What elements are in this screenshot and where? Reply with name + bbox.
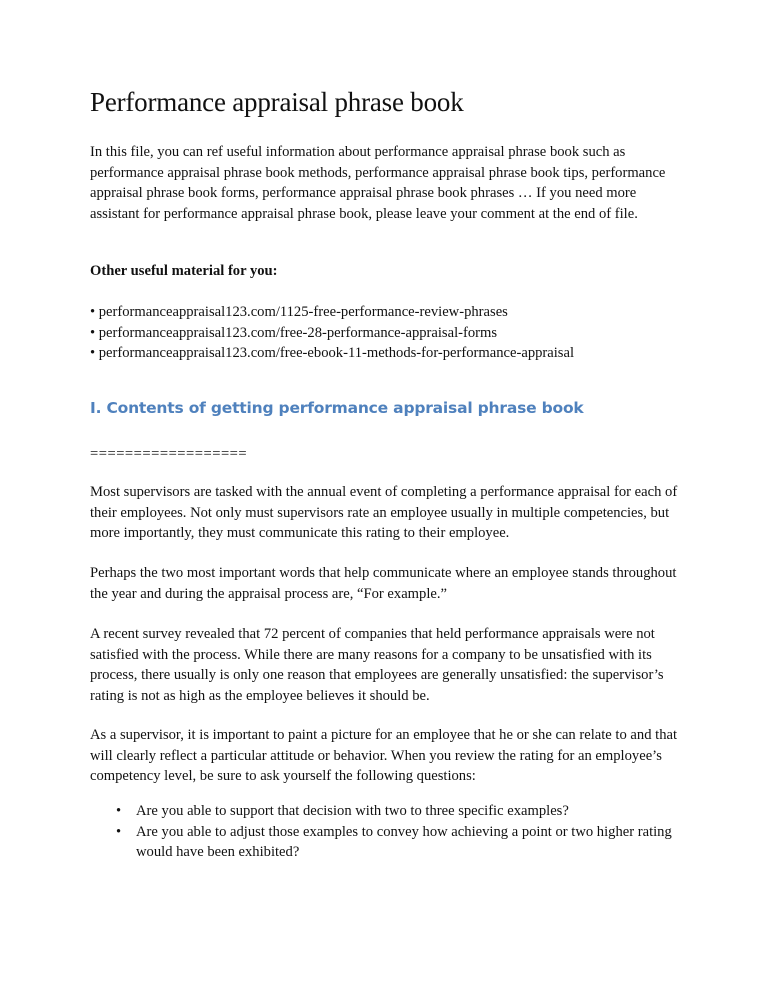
body-paragraph: A recent survey revealed that 72 percent of companies that held performance appraisals were not satisfied with the process. While there are many reasons for a company to be unsatisfied with its process, there usually is only one reason that employees are generally unsatisfied: the supervisor’s rating is not as high as the employee believes it should be. <box>90 626 664 704</box>
link-list <box>90 302 678 364</box>
link-item[interactable]: • performanceappraisal123.com/free-28-performance-appraisal-forms <box>90 324 498 341</box>
link-item[interactable]: • performanceappraisal123.com/1125-free-performance-review-phrases <box>90 304 508 320</box>
section-heading: I. Contents of getting performance appraisal phrase book <box>90 399 584 417</box>
intro-paragraph: In this file, you can ref useful information about performance appraisal phrase book such as performance appraisal phrase book methods, performance appraisal phrase book tips, performance appraisal phrase book forms, performance appraisal phrase book phrases … If you need more assistant for performance appraisal phrase book, please leave your comment at the end of file. <box>90 144 666 222</box>
bullet-icon: • <box>116 823 122 840</box>
list-item-text: Are you able to support that decision with two to three specific examples? <box>136 803 569 819</box>
divider-line: ================== <box>90 446 248 462</box>
bullet-icon: • <box>116 803 122 819</box>
other-material-heading: Other useful material for you: <box>90 263 278 279</box>
list-item <box>90 822 678 863</box>
body-paragraph: As a supervisor, it is important to paint a picture for an employee that he or she can relate to and that will clearly reflect a particular attitude or behavior. When you review the rating for an employee’s competency level, be sure to ask yourself the following questions: <box>90 727 678 784</box>
page-title: Performance appraisal phrase book <box>90 87 464 117</box>
body-paragraph: Most supervisors are tasked with the annual event of completing a performance appraisal for each of their employees. Not only must supervisors rate an employee usually in multiple competencies, but more importantly, they must communicate this rating to their employee. <box>90 484 678 541</box>
list-item <box>90 801 678 822</box>
list-item-text: Are you able to adjust those examples to convey how achieving a point or two higher rating would have been exhibited? <box>136 823 672 860</box>
body-paragraph: Perhaps the two most important words that help communicate where an employee stands throughout the year and during the appraisal process are, “For example.” <box>90 565 677 602</box>
question-list <box>90 801 678 863</box>
link-item[interactable]: • performanceappraisal123.com/free-ebook-11-methods-for-performance-appraisal <box>90 345 575 361</box>
